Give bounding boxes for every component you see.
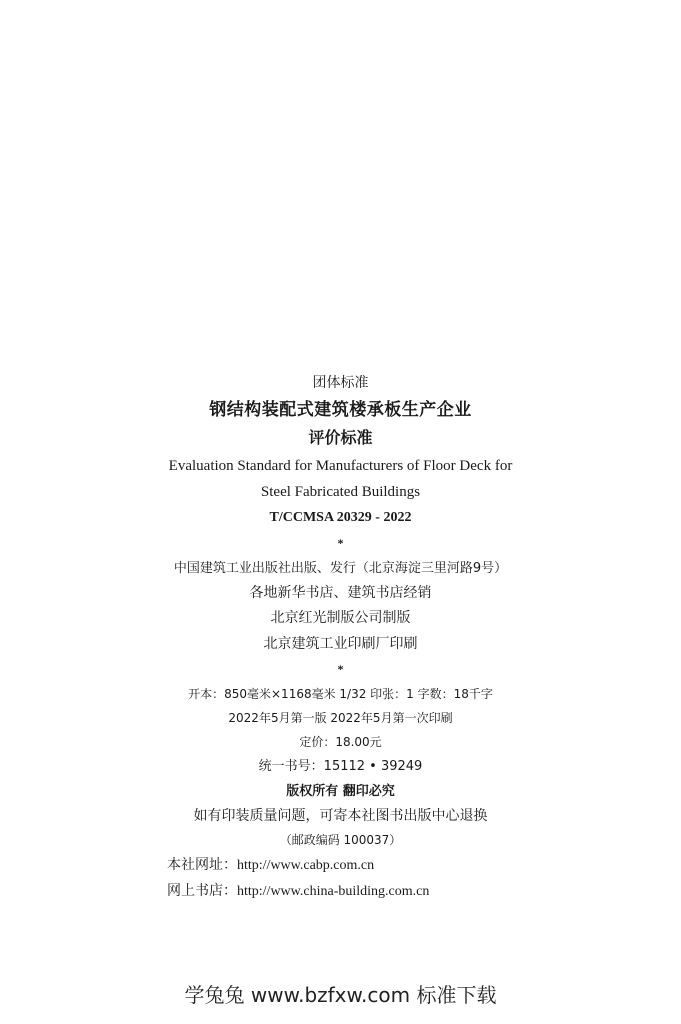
english-title-line-1: Evaluation Standard for Manufacturers of Floor Deck for <box>168 458 513 474</box>
edition-info: 2022年5月第一版 2022年5月第一次印刷 <box>228 711 453 725</box>
bookstore-link[interactable]: http://www.china-building.com.cn <box>237 884 430 899</box>
postal-code: （邮政编码 100037） <box>279 833 402 847</box>
bookstore-label: 网上书店： <box>167 883 237 899</box>
publisher-info: 中国建筑工业出版社出版、发行（北京海淀三里河路9号） <box>173 561 508 576</box>
website-label: 本社网址： <box>167 857 237 873</box>
standard-code: T/CCMSA 20329 - 2022 <box>269 510 412 525</box>
watermark: 学兔兔 www.bzfxw.com 标准下载 <box>184 983 497 1007</box>
quality-return-notice: 如有印装质量问题，可寄本社图书出版中心退换 <box>193 808 488 824</box>
series-label: 团体标准 <box>312 375 369 391</box>
separator-asterisk: * <box>337 536 344 550</box>
printer-info: 北京建筑工业印刷厂印刷 <box>263 636 418 652</box>
english-title-line-2: Steel Fabricated Buildings <box>260 484 421 500</box>
unified-book-number: 统一书号：15112 • 39249 <box>258 759 423 774</box>
document-title-line-2: 评价标准 <box>308 428 373 447</box>
bookstore-row <box>167 884 429 899</box>
copyright-notice: 版权所有 翻印必究 <box>286 784 395 799</box>
website-row <box>167 858 374 873</box>
distributor-info: 各地新华书店、建筑书店经销 <box>249 585 432 601</box>
website-link[interactable]: http://www.cabp.com.cn <box>237 858 375 873</box>
separator-asterisk: * <box>337 662 344 676</box>
document-title-line-1: 钢结构装配式建筑楼承板生产企业 <box>209 400 472 420</box>
price: 定价：18.00元 <box>299 735 382 749</box>
plate-maker-info: 北京红光制版公司制版 <box>270 610 411 626</box>
book-specs: 开本：850毫米×1168毫米 1/32 印张：1 字数：18千字 <box>188 687 493 701</box>
